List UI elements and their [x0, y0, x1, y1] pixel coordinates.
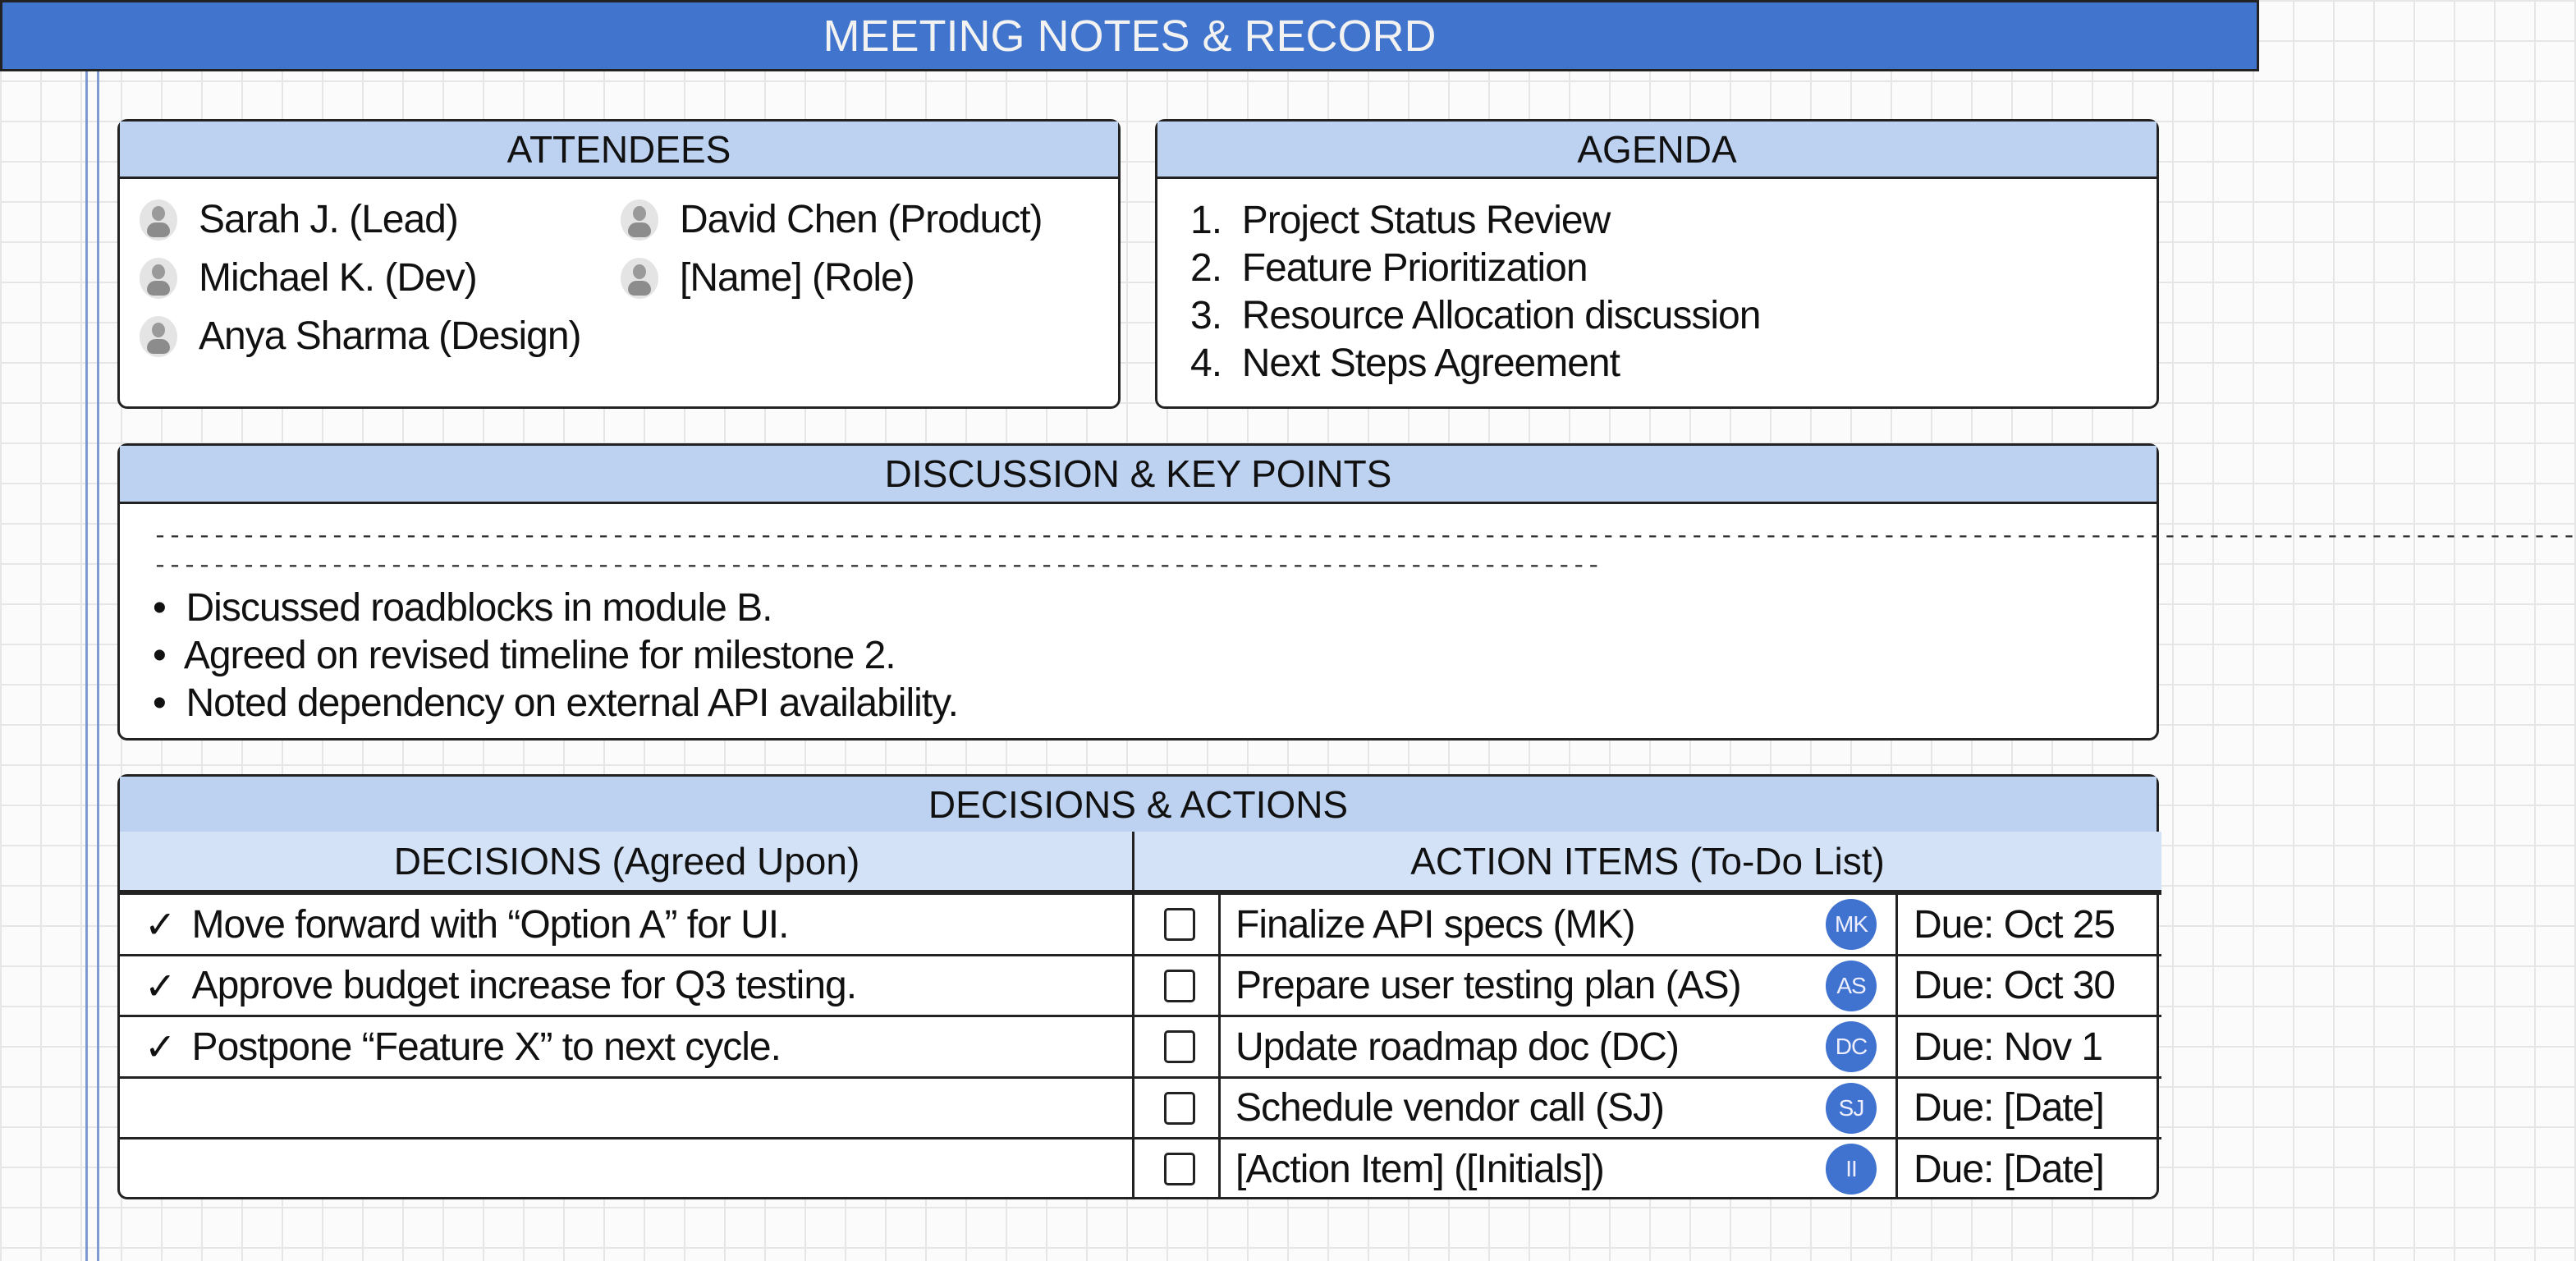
attendees-heading: ATTENDEES [120, 122, 1118, 179]
due-date: Due: [Date] [1914, 1086, 2104, 1130]
attendee [621, 197, 1043, 242]
attendees-panel [117, 119, 1121, 409]
attendee-name: David Chen (Product) [680, 198, 1043, 241]
blank-line: -------------------------------------------------------------------------------------------------- [153, 553, 1602, 580]
checkbox[interactable] [1164, 1092, 1195, 1125]
action-row [1134, 892, 2161, 954]
decision-row [120, 1015, 1134, 1076]
agenda-item: 2. Feature Prioritization [1190, 246, 1588, 290]
decision-row [120, 954, 1134, 1016]
decision-text: Approve budget increase for Q3 testing. [191, 964, 857, 1007]
decisions-actions-panel [117, 774, 2159, 1199]
discussion-point: • Noted dependency on external API availability. [153, 681, 958, 725]
checkbox[interactable] [1164, 1030, 1195, 1063]
actions-heading: ACTION ITEMS (To-Do List) [1134, 832, 2161, 892]
assignee-avatar: SJ [1826, 1083, 1877, 1134]
discussion-point: • Discussed roadblocks in module B. [153, 586, 772, 630]
assignee-avatar: MK [1826, 899, 1877, 950]
action-row [1134, 1076, 2161, 1138]
decisions-heading: DECISIONS (Agreed Upon) [120, 832, 1134, 892]
attendee-name: Anya Sharma (Design) [199, 314, 581, 358]
decisions-actions-heading: DECISIONS & ACTIONS [120, 777, 2157, 834]
action-row [1134, 954, 2161, 1016]
checkmark-icon: ✓ [144, 903, 176, 946]
agenda-item: 3. Resource Allocation discussion [1190, 294, 1761, 337]
page-title: MEETING NOTES & RECORD [823, 11, 1437, 61]
discussion-heading: DISCUSSION & KEY POINTS [120, 446, 2157, 504]
margin-line [97, 71, 99, 1261]
attendee [140, 197, 458, 242]
action-row [1134, 1137, 2161, 1199]
attendee-name: Sarah J. (Lead) [199, 198, 458, 241]
person-icon [140, 199, 177, 241]
attendee [621, 255, 914, 300]
person-icon [140, 258, 177, 299]
decision-text: Postpone “Feature X” to next cycle. [191, 1025, 781, 1069]
attendee-name: [Name] (Role) [680, 256, 914, 300]
assignee-avatar: DC [1826, 1021, 1877, 1072]
agenda-panel [1155, 119, 2159, 409]
checkmark-icon: ✓ [144, 964, 176, 1007]
agenda-heading: AGENDA [1157, 122, 2157, 179]
discussion-panel [117, 443, 2576, 741]
due-date: Due: [Date] [1914, 1147, 2104, 1191]
action-task: [Action Item] ([Initials]) [1235, 1147, 1604, 1191]
checkbox[interactable] [1164, 970, 1195, 1002]
due-date: Due: Oct 30 [1914, 964, 2115, 1007]
action-task: Finalize API specs (MK) [1235, 902, 1635, 947]
attendee [140, 314, 581, 359]
checkbox[interactable] [1164, 908, 1195, 941]
decision-row [120, 1137, 1134, 1199]
assignee-avatar: II [1826, 1144, 1877, 1195]
person-icon [621, 258, 658, 299]
column-divider [1218, 892, 1221, 1197]
decision-row [120, 892, 1134, 954]
agenda-item: 1. Project Status Review [1190, 199, 1611, 242]
column-divider [1895, 892, 1898, 1197]
action-task: Prepare user testing plan (AS) [1235, 964, 1741, 1007]
decision-text: Move forward with “Option A” for UI. [191, 902, 789, 947]
action-row [1134, 1015, 2161, 1076]
attendee-name: Michael K. (Dev) [199, 256, 477, 300]
person-icon [621, 199, 658, 241]
action-task: Schedule vendor call (SJ) [1235, 1086, 1664, 1130]
agenda-item: 4. Next Steps Agreement [1190, 342, 1620, 385]
action-task: Update roadmap doc (DC) [1235, 1025, 1679, 1069]
checkbox[interactable] [1164, 1153, 1195, 1185]
attendee [140, 255, 477, 300]
discussion-point: • Agreed on revised timeline for milestone 2. [153, 634, 896, 677]
title-bar [0, 0, 2259, 71]
person-icon [140, 316, 177, 357]
column-divider [1132, 832, 1134, 1197]
due-date: Due: Oct 25 [1914, 902, 2115, 947]
margin-line [85, 71, 88, 1261]
checkmark-icon: ✓ [144, 1025, 176, 1068]
due-date: Due: Nov 1 [1914, 1025, 2103, 1069]
assignee-avatar: AS [1826, 961, 1877, 1011]
decision-row [120, 1076, 1134, 1138]
blank-line: -------------------------------------------------------------------------------------------------------------------------------------------------------------------- [153, 523, 2576, 551]
